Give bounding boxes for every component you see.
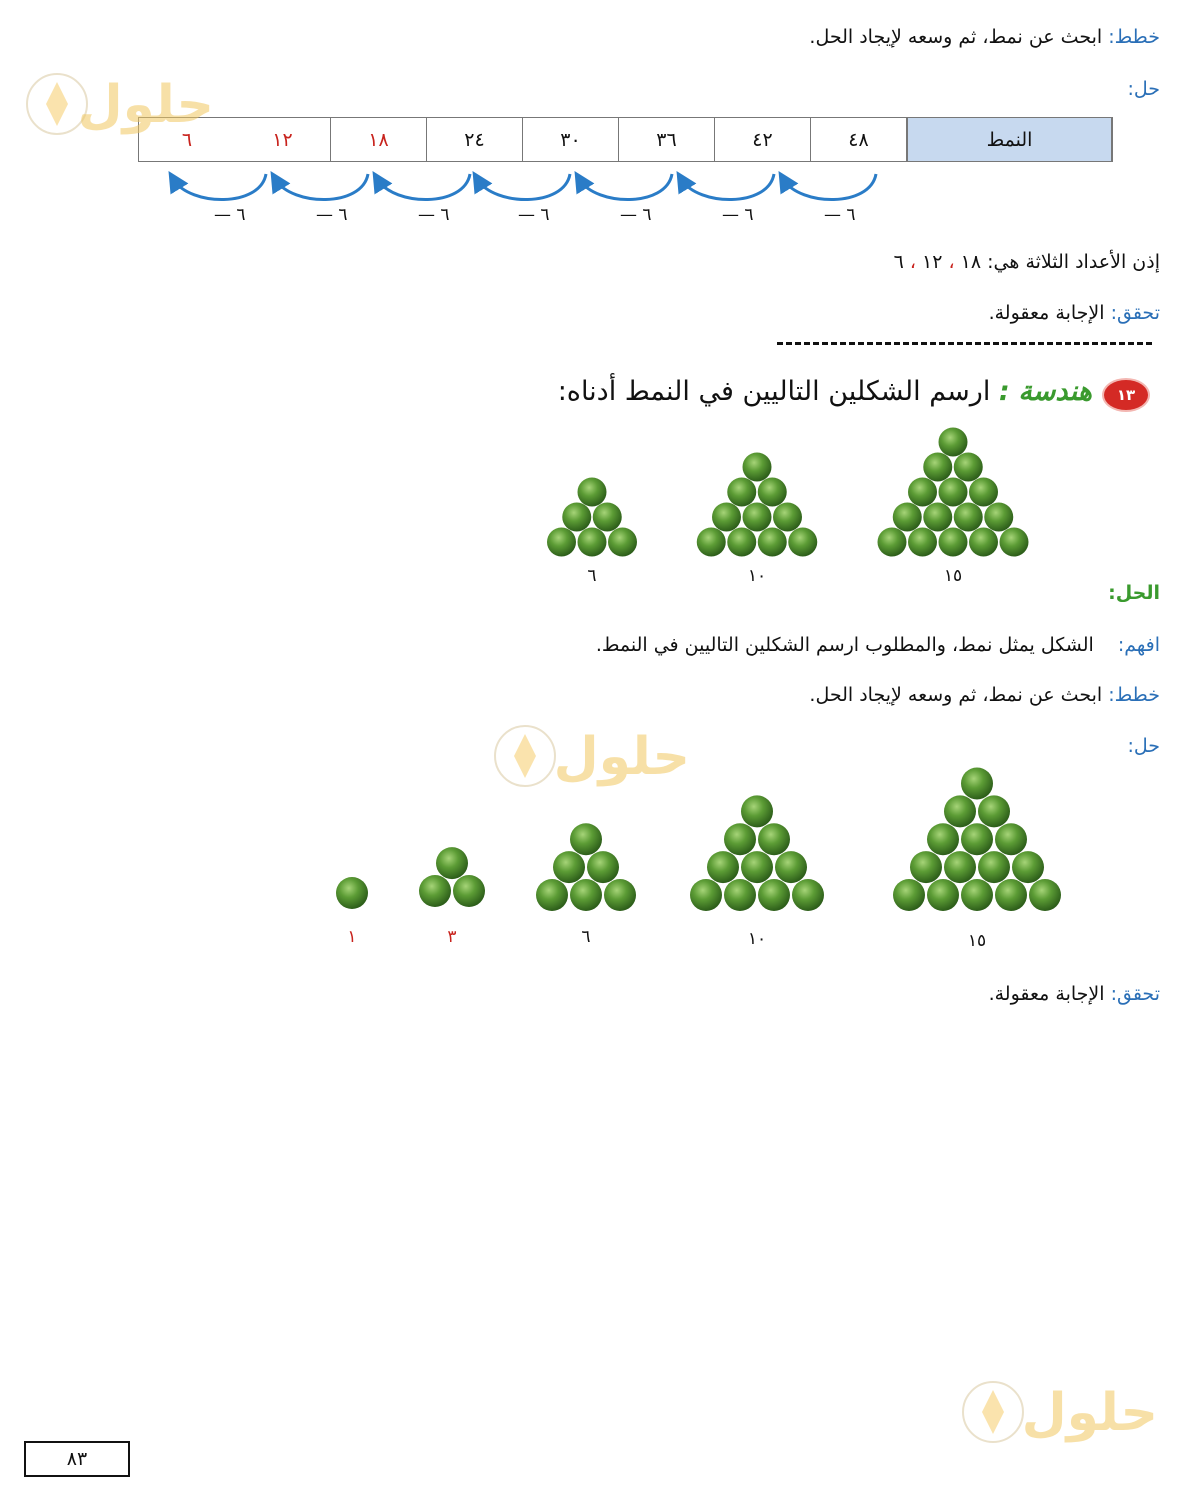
- ball: [578, 528, 607, 557]
- ball: [969, 528, 998, 557]
- ball: [741, 851, 773, 883]
- watermark-logo: [960, 1370, 1160, 1450]
- ball: [562, 502, 591, 531]
- question-subject: هندسة: [1018, 376, 1092, 407]
- step-label: ٦ —: [316, 205, 348, 225]
- ball: [547, 528, 576, 557]
- ball: [961, 767, 993, 799]
- understand-line: [596, 634, 1160, 656]
- svg-text:حلول: حلول: [1021, 1383, 1158, 1443]
- ball: [741, 795, 773, 827]
- pattern-table-header: النمط: [907, 118, 1112, 161]
- ball: [923, 502, 952, 531]
- figure-label: ١٥: [943, 566, 963, 586]
- ball: [712, 502, 741, 531]
- solve-label-line: [1127, 78, 1160, 100]
- step-arrow: [580, 174, 672, 200]
- ball: [578, 477, 607, 506]
- pattern-cell: ٤٨: [811, 118, 907, 161]
- ball: [1000, 528, 1029, 557]
- solve-label: حل:: [1127, 735, 1160, 757]
- figure-label: ١٥: [967, 931, 987, 951]
- ball: [604, 879, 636, 911]
- step-arrow: [682, 174, 774, 200]
- step-label: ٦ —: [418, 205, 450, 225]
- ball: [690, 879, 722, 911]
- step-arrow: [784, 174, 876, 200]
- solve-label: حل:: [1127, 78, 1160, 100]
- ball: [939, 528, 968, 557]
- ball: [908, 528, 937, 557]
- step-arrow: [378, 174, 470, 200]
- ball: [923, 452, 952, 481]
- solve-label-line-2: [1127, 735, 1160, 757]
- conclusion-sep: ،: [948, 251, 955, 273]
- step-arrow: [174, 174, 266, 200]
- plan-label: خطط:: [1108, 26, 1160, 48]
- step-label: ٦ —: [620, 205, 652, 225]
- step-arrow: [276, 174, 368, 200]
- step-label: ٦ —: [722, 205, 754, 225]
- ball: [969, 477, 998, 506]
- ball: [419, 875, 451, 907]
- check-label: تحقق:: [1110, 302, 1160, 324]
- ball: [1012, 851, 1044, 883]
- check-line: [989, 302, 1160, 324]
- figure-label: ٦: [587, 566, 597, 586]
- ball: [758, 528, 787, 557]
- ball: [727, 528, 756, 557]
- page-number: ٨٣: [24, 1441, 130, 1477]
- ball: [927, 823, 959, 855]
- ball: [697, 528, 726, 557]
- figure-label-new: ١: [347, 927, 357, 947]
- plan-text: ابحث عن نمط، ثم وسعه لإيجاد الحل.: [809, 684, 1103, 706]
- ball: [995, 823, 1027, 855]
- conclusion-num: ١٢: [922, 251, 943, 273]
- conclusion-prefix: إذن الأعداد الثلاثة هي:: [987, 251, 1160, 273]
- watermark-logo: [492, 714, 692, 794]
- figure-label: ٦: [581, 927, 591, 947]
- ball: [724, 823, 756, 855]
- pattern-table: [138, 117, 1113, 162]
- pattern-cell: ٣٠: [523, 118, 619, 161]
- ball: [978, 795, 1010, 827]
- ball: [758, 823, 790, 855]
- pattern-cell-answer: ١٨: [331, 118, 427, 161]
- ball: [773, 502, 802, 531]
- step-label: ٦ —: [214, 205, 246, 225]
- ball: [587, 851, 619, 883]
- ball: [954, 452, 983, 481]
- ball: [570, 879, 602, 911]
- ball: [775, 851, 807, 883]
- plan-line-2: [809, 684, 1160, 706]
- solution-heading: [1108, 582, 1160, 604]
- ball: [336, 877, 368, 909]
- ball: [436, 847, 468, 879]
- section-divider: [777, 342, 1152, 345]
- watermark-logo: [24, 62, 224, 142]
- figure-label-new: ٣: [447, 927, 457, 947]
- ball: [727, 477, 756, 506]
- ball: [743, 452, 772, 481]
- step-label: ٦ —: [518, 205, 550, 225]
- ball: [743, 502, 772, 531]
- ball: [788, 528, 817, 557]
- check-label: تحقق:: [1110, 983, 1160, 1005]
- pattern-cell-answer: ١٢: [235, 118, 331, 161]
- understand-label: افهم:: [1117, 634, 1160, 656]
- ball: [910, 851, 942, 883]
- ball: [878, 528, 907, 557]
- plan-line: [809, 26, 1160, 48]
- ball: [984, 502, 1013, 531]
- ball: [758, 879, 790, 911]
- ball: [758, 477, 787, 506]
- ball: [707, 851, 739, 883]
- ball: [939, 477, 968, 506]
- step-label: ٦ —: [824, 205, 856, 225]
- ball: [961, 879, 993, 911]
- solution-label: الحل:: [1108, 582, 1160, 604]
- ball: [927, 879, 959, 911]
- ball: [995, 879, 1027, 911]
- ball: [908, 477, 937, 506]
- check-text: الإجابة معقولة.: [988, 302, 1105, 324]
- pattern-cell: ٢٤: [427, 118, 523, 161]
- ball: [792, 879, 824, 911]
- conclusion-line: [894, 251, 1160, 273]
- conclusion-num: ٦: [893, 251, 904, 273]
- ball: [893, 879, 925, 911]
- ball: [1029, 879, 1061, 911]
- ball: [553, 851, 585, 883]
- question-colon: :: [998, 376, 1010, 407]
- ball: [944, 851, 976, 883]
- ball: [939, 427, 968, 456]
- step-arrow: [478, 174, 570, 200]
- pattern-cell: ٣٦: [619, 118, 715, 161]
- question-number-badge: ١٣: [1104, 380, 1148, 410]
- ball: [954, 502, 983, 531]
- ball: [961, 823, 993, 855]
- question-title: [558, 376, 1092, 407]
- pattern-cell: ٤٢: [715, 118, 811, 161]
- ball: [536, 879, 568, 911]
- ball: [893, 502, 922, 531]
- ball: [570, 823, 602, 855]
- ball: [944, 795, 976, 827]
- svg-text:حلول: حلول: [553, 727, 690, 787]
- figure-label: ١٠: [747, 929, 767, 949]
- ball: [608, 528, 637, 557]
- ball: [724, 879, 756, 911]
- svg-text:حلول: حلول: [77, 75, 214, 135]
- question-text: ارسم الشكلين التاليين في النمط أدناه:: [557, 376, 991, 407]
- ball: [453, 875, 485, 907]
- check-line-2: [989, 983, 1160, 1005]
- figure-label: ١٠: [747, 566, 767, 586]
- understand-text: الشكل يمثل نمط، والمطلوب ارسم الشكلين التاليين في النمط.: [595, 634, 1094, 656]
- conclusion-num: ١٨: [960, 251, 982, 273]
- ball: [593, 502, 622, 531]
- plan-label: خطط:: [1108, 684, 1160, 706]
- check-text: الإجابة معقولة.: [988, 983, 1105, 1005]
- ball: [978, 851, 1010, 883]
- pattern-cell-answer: ٦: [181, 128, 193, 151]
- conclusion-sep: ،: [909, 251, 916, 273]
- plan-text: ابحث عن نمط، ثم وسعه لإيجاد الحل.: [809, 26, 1103, 48]
